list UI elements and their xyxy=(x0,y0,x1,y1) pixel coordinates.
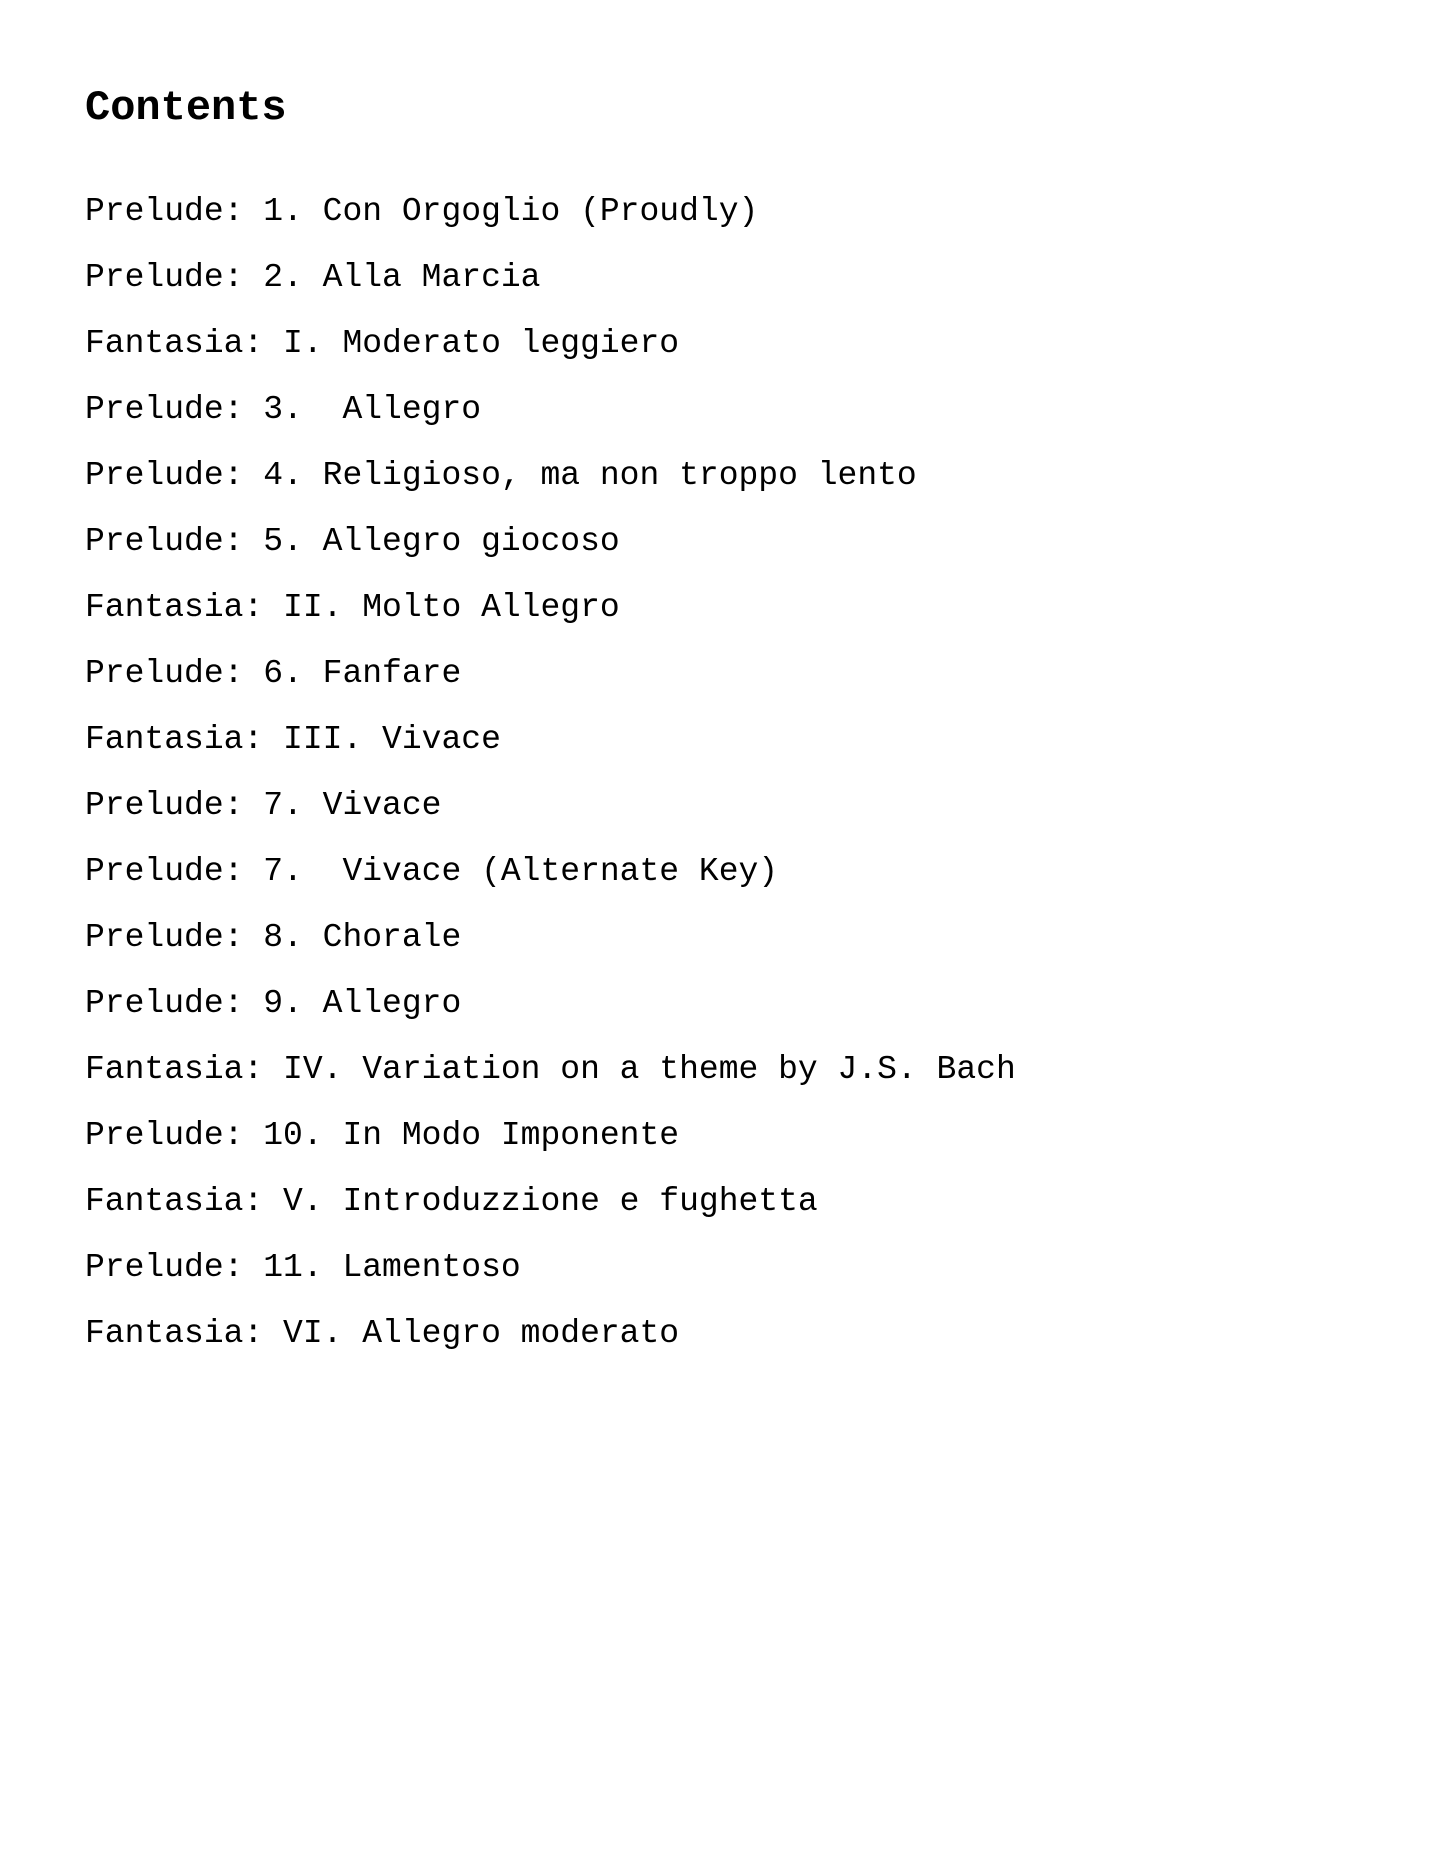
toc-entry: Fantasia: IV. Variation on a theme by J.S. Bach xyxy=(85,1051,1016,1088)
table-of-contents xyxy=(85,192,1360,1354)
toc-entry: Fantasia: I. Moderato leggiero xyxy=(85,325,680,362)
contents-page xyxy=(85,80,1360,1380)
page-title: Contents xyxy=(85,84,287,132)
toc-entry: Fantasia: III. Vivace xyxy=(85,721,501,758)
toc-entry: Prelude: 1. Con Orgoglio (Proudly) xyxy=(85,193,759,230)
toc-entry: Prelude: 10. In Modo Imponente xyxy=(85,1117,680,1154)
toc-entry: Prelude: 6. Fanfare xyxy=(85,655,462,692)
toc-entry: Fantasia: V. Introduzzione e fughetta xyxy=(85,1183,818,1220)
toc-entry: Prelude: 9. Allegro xyxy=(85,985,462,1022)
toc-entry: Prelude: 5. Allegro giocoso xyxy=(85,523,620,560)
toc-entry: Fantasia: VI. Allegro moderato xyxy=(85,1315,680,1352)
toc-entry: Prelude: 2. Alla Marcia xyxy=(85,259,541,296)
toc-entry: Prelude: 3. Allegro xyxy=(85,391,482,428)
toc-entry: Fantasia: II. Molto Allegro xyxy=(85,589,620,626)
toc-entry: Prelude: 8. Chorale xyxy=(85,919,462,956)
toc-entry: Prelude: 7. Vivace (Alternate Key) xyxy=(85,853,779,890)
toc-entry: Prelude: 4. Religioso, ma non troppo lento xyxy=(85,457,917,494)
toc-entry: Prelude: 11. Lamentoso xyxy=(85,1249,521,1286)
toc-entry: Prelude: 7. Vivace xyxy=(85,787,442,824)
